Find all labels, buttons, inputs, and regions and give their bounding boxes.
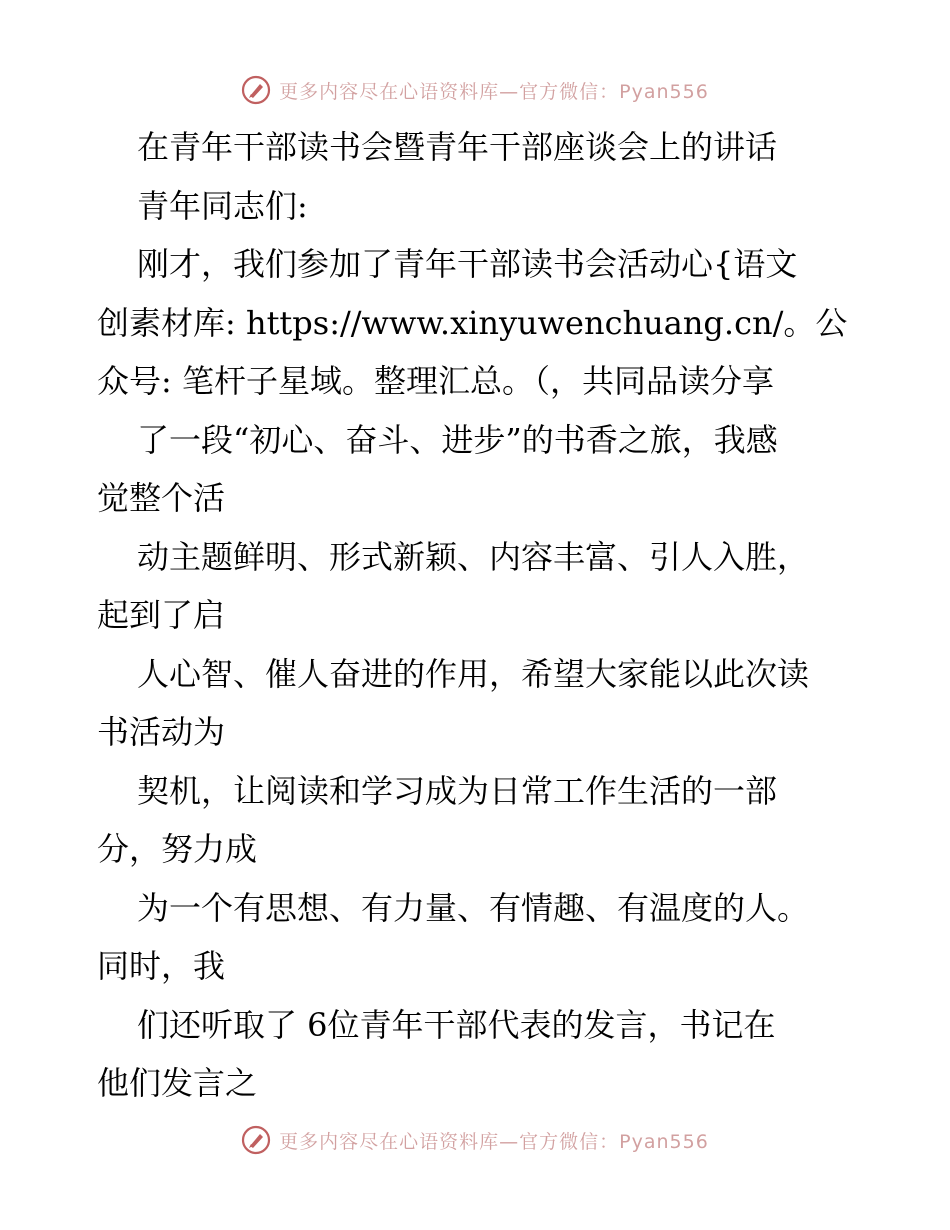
paragraph-line: 众号: 笔杆子星域。整理汇总。（，共同品读分享 (97, 362, 774, 400)
salutation: 青年同志们: (137, 186, 308, 225)
paragraph-line: 分，努力成 (97, 830, 258, 868)
paragraph-line: 书活动为 (97, 713, 226, 751)
paragraph-line: 动主题鲜明、形式新颖、内容丰富、引人入胜， (137, 537, 810, 576)
pen-nib-logo-icon (241, 75, 271, 105)
document-body (97, 118, 867, 1113)
pen-nib-logo-icon (241, 1125, 271, 1155)
paragraph-line: 同时，我 (97, 947, 226, 985)
footer-banner (0, 1120, 950, 1160)
footer-promo-text: 更多内容尽在心语资料库—官方微信：Pyan556 (279, 1130, 709, 1153)
document-title: 在青年干部读书会暨青年干部座谈会上的讲话 (137, 128, 778, 166)
paragraph-line: 为一个有思想、有力量、有情趣、有温度的人。 (137, 888, 810, 927)
paragraph-line: 契机，让阅读和学习成为日常工作生活的一部 (137, 771, 778, 810)
paragraph-line: 创素材库: https://www.xinyuwenchuang.cn/。公 (97, 303, 848, 342)
header-banner (0, 70, 950, 110)
paragraph-line: 刚才，我们参加了青年干部读书会活动心{语文 (137, 245, 798, 283)
paragraph-line: 人心智、催人奋进的作用，希望大家能以此次读 (137, 654, 810, 693)
paragraph-line: 起到了启 (97, 596, 226, 634)
paragraph-line: 他们发言之 (97, 1064, 258, 1102)
header-promo-text: 更多内容尽在心语资料库—官方微信：Pyan556 (279, 80, 709, 103)
paragraph-line: 了一段“初心、奋斗、进步”的书香之旅，我感 (137, 420, 778, 459)
paragraph-line: 觉整个活 (97, 479, 226, 517)
paragraph-line: 们还听取了 6位青年干部代表的发言，书记在 (137, 1005, 776, 1044)
